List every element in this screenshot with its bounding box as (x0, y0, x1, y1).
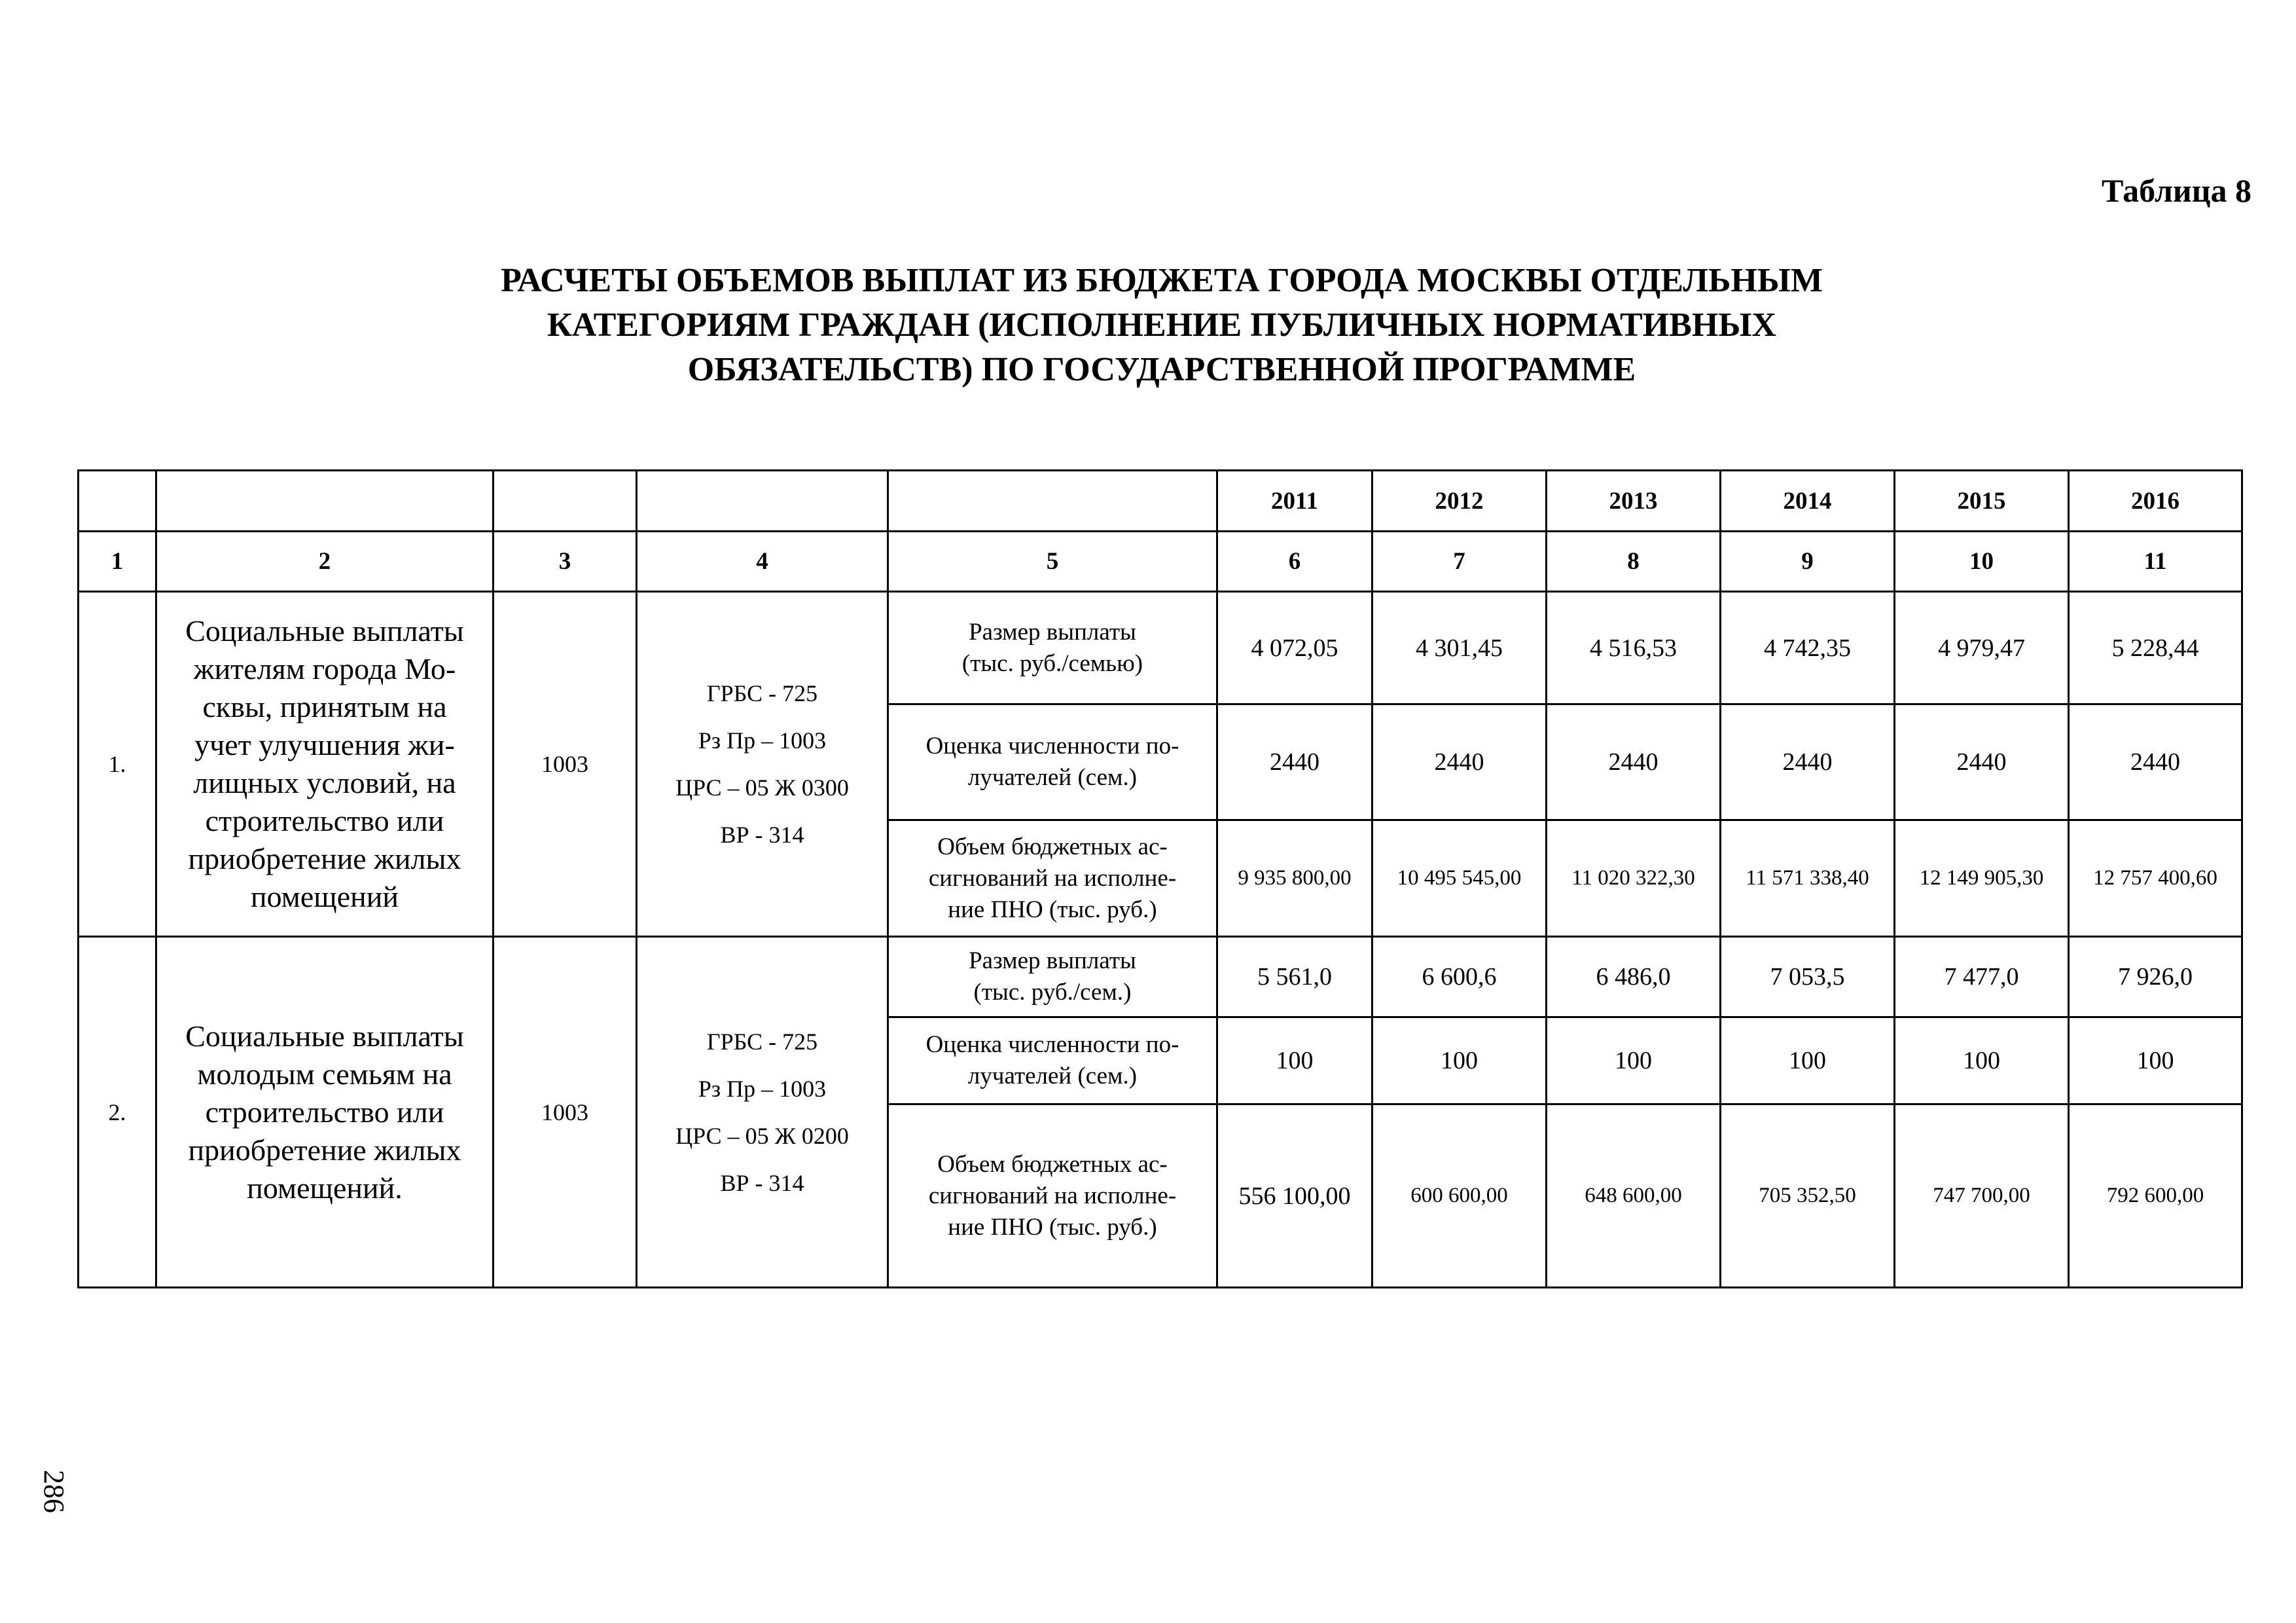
value-cell: 10 495 545,00 (1372, 820, 1547, 937)
classification-line: ГРБС - 725 (706, 680, 818, 706)
description-line: строительство или (205, 1095, 444, 1129)
value-cell: 9 935 800,00 (1217, 820, 1372, 937)
classification-line: Рз Пр – 1003 (698, 727, 827, 754)
value-cell: 100 (1372, 1017, 1547, 1104)
payments-table (77, 469, 2243, 1288)
value-cell: 12 149 905,30 (1895, 820, 2069, 937)
value-cell: 747 700,00 (1895, 1104, 2069, 1288)
value-cell: 5 561,0 (1217, 937, 1372, 1017)
table-caption: Таблица 8 (2101, 172, 2251, 209)
value-cell: 11 571 338,40 (1721, 820, 1895, 937)
column-number: 10 (1895, 532, 2069, 592)
value-cell: 4 301,45 (1372, 592, 1547, 704)
column-number: 5 (888, 532, 1217, 592)
metric-label (888, 820, 1217, 937)
description-line: лищных условий, на (193, 766, 456, 799)
description-line: учет улучшения жи- (194, 728, 455, 761)
value-cell: 100 (1721, 1017, 1895, 1104)
metric-label-line: ние ПНО (тыс. руб.) (948, 896, 1157, 923)
column-number: 4 (637, 532, 888, 592)
year-header-row (79, 471, 2242, 532)
metric-label (888, 704, 1217, 820)
value-cell: 7 053,5 (1721, 937, 1895, 1017)
empty-header-cell (156, 471, 493, 532)
year-header: 2015 (1895, 471, 2069, 532)
year-header: 2016 (2069, 471, 2242, 532)
value-cell: 11 020 322,30 (1547, 820, 1721, 937)
value-cell: 6 600,6 (1372, 937, 1547, 1017)
metric-label-line: Размер выплаты (969, 618, 1136, 646)
column-number-row (79, 532, 2242, 592)
metric-label-line: Объем бюджетных ас- (937, 1150, 1168, 1178)
row-index: 1. (79, 592, 156, 937)
column-number: 11 (2069, 532, 2242, 592)
description-line: приобретение жилых (188, 842, 461, 875)
metric-label (888, 1017, 1217, 1104)
row-index: 2. (79, 937, 156, 1288)
year-header: 2012 (1372, 471, 1547, 532)
classification-line: ВР - 314 (720, 1169, 804, 1196)
value-cell: 648 600,00 (1547, 1104, 1721, 1288)
description-line: строительство или (205, 804, 444, 837)
value-cell: 600 600,00 (1372, 1104, 1547, 1288)
metric-label (888, 1104, 1217, 1288)
value-cell: 7 926,0 (2069, 937, 2242, 1017)
budget-classification (637, 937, 888, 1288)
row-description (156, 937, 493, 1288)
classification-line: ГРБС - 725 (706, 1028, 818, 1055)
value-cell: 12 757 400,60 (2069, 820, 2242, 937)
value-cell: 705 352,50 (1721, 1104, 1895, 1288)
column-number: 3 (493, 532, 637, 592)
year-header: 2014 (1721, 471, 1895, 532)
metric-label-line: (тыс. руб./сем.) (973, 979, 1132, 1006)
column-number: 1 (79, 532, 156, 592)
table-row (79, 937, 2242, 1017)
classification-line: ВР - 314 (720, 822, 804, 848)
value-cell: 2440 (2069, 704, 2242, 820)
section-code: 1003 (493, 937, 637, 1288)
description-line: Социальные выплаты (185, 1019, 464, 1053)
budget-classification (637, 592, 888, 937)
value-cell: 7 477,0 (1895, 937, 2069, 1017)
value-cell: 792 600,00 (2069, 1104, 2242, 1288)
metric-label-line: лучателей (сем.) (967, 764, 1138, 791)
description-line: помещений (251, 880, 399, 913)
description-line: жителям города Мо- (193, 652, 456, 685)
section-code: 1003 (493, 592, 637, 937)
metric-label-line: ние ПНО (тыс. руб.) (948, 1213, 1157, 1241)
metric-label (888, 592, 1217, 704)
title-line: ОБЯЗАТЕЛЬСТВ) ПО ГОСУДАРСТВЕННОЙ ПРОГРАММЕ (687, 351, 1636, 388)
column-number: 2 (156, 532, 493, 592)
row-description (156, 592, 493, 937)
page-number: 286 (38, 1470, 70, 1513)
metric-label (888, 937, 1217, 1017)
value-cell: 100 (2069, 1017, 2242, 1104)
empty-header-cell (888, 471, 1217, 532)
year-header: 2013 (1547, 471, 1721, 532)
value-cell: 2440 (1895, 704, 2069, 820)
metric-label-line: сигнований на исполне- (928, 864, 1177, 892)
metric-label-line: лучателей (сем.) (967, 1063, 1138, 1089)
year-header: 2011 (1217, 471, 1372, 532)
metric-label-line: сигнований на исполне- (928, 1182, 1177, 1209)
column-number: 7 (1372, 532, 1547, 592)
empty-header-cell (637, 471, 888, 532)
value-cell: 4 516,53 (1547, 592, 1721, 704)
value-cell: 100 (1217, 1017, 1372, 1104)
value-cell: 4 742,35 (1721, 592, 1895, 704)
empty-header-cell (79, 471, 156, 532)
classification-line: Рз Пр – 1003 (698, 1075, 827, 1102)
value-cell: 5 228,44 (2069, 592, 2242, 704)
empty-header-cell (493, 471, 637, 532)
column-number: 6 (1217, 532, 1372, 592)
value-cell: 2440 (1547, 704, 1721, 820)
value-cell: 100 (1547, 1017, 1721, 1104)
classification-line: ЦРС – 05 Ж 0300 (675, 775, 849, 801)
value-cell: 2440 (1217, 704, 1372, 820)
metric-label-line: Оценка численности по- (925, 733, 1179, 759)
table-row (79, 592, 2242, 704)
description-line: сквы, принятым на (202, 690, 447, 723)
column-number: 9 (1721, 532, 1895, 592)
document-title (196, 259, 2127, 392)
value-cell: 2440 (1721, 704, 1895, 820)
description-line: Социальные выплаты (185, 614, 464, 647)
metric-label-line: (тыс. руб./семью) (961, 649, 1143, 677)
value-cell: 100 (1895, 1017, 2069, 1104)
value-cell: 556 100,00 (1217, 1104, 1372, 1288)
title-line: КАТЕГОРИЯМ ГРАЖДАН (ИСПОЛНЕНИЕ ПУБЛИЧНЫХ НОРМАТИВНЫХ (547, 306, 1776, 344)
column-number: 8 (1547, 532, 1721, 592)
classification-line: ЦРС – 05 Ж 0200 (675, 1122, 849, 1149)
value-cell: 2440 (1372, 704, 1547, 820)
value-cell: 4 072,05 (1217, 592, 1372, 704)
value-cell: 6 486,0 (1547, 937, 1721, 1017)
metric-label-line: Размер выплаты (969, 947, 1136, 974)
metric-label-line: Объем бюджетных ас- (937, 833, 1168, 860)
value-cell: 4 979,47 (1895, 592, 2069, 704)
description-line: помещений. (247, 1171, 403, 1205)
metric-label-line: Оценка численности по- (925, 1031, 1179, 1058)
description-line: молодым семьям на (197, 1057, 452, 1091)
title-line: РАСЧЕТЫ ОБЪЕМОВ ВЫПЛАТ ИЗ БЮДЖЕТА ГОРОДА МОСКВЫ ОТДЕЛЬНЫМ (501, 262, 1823, 299)
description-line: приобретение жилых (188, 1133, 461, 1167)
